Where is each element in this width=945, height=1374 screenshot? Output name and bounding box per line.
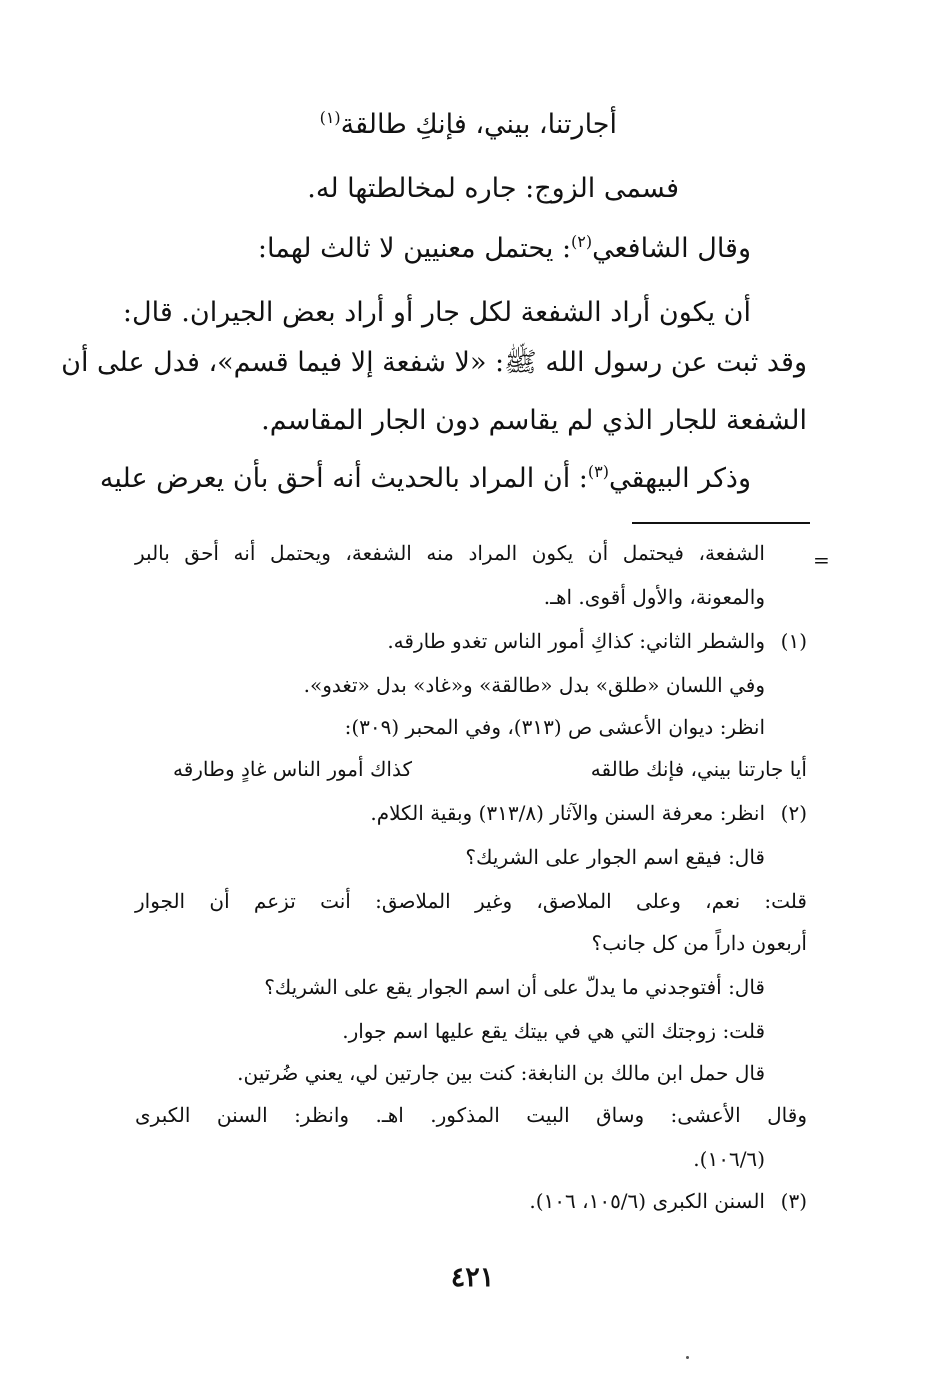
footnote-1-line-3: انظر: ديوان الأعشى ص (٣١٣)، وفي المحبر (٣٠٩): bbox=[344, 715, 765, 739]
verse-line bbox=[320, 108, 617, 142]
footnote-number-3: (٣) bbox=[780, 1189, 807, 1213]
footnote-2-line-5: قال: أفتوجدني ما يدلّ على أن اسم الجوار يقع على الشريك؟ bbox=[264, 975, 765, 999]
text-line-6: الشفعة للجار الذي لم يقاسم دون الجار المقاسم. bbox=[261, 405, 807, 436]
page-number: ٤٢١ bbox=[450, 1262, 495, 1293]
footnote-1-verse-left: كذاك أمور الناس غادٍ وطارقه bbox=[172, 757, 412, 781]
text-span: : يحتمل معنيين لا ثالث لهما: bbox=[257, 233, 572, 264]
text-line-2: فسمى الزوج: جاره لمخالطتها له. bbox=[307, 173, 679, 204]
text-line-5: وقد ثبت عن رسول الله ﷺ: «لا شفعة إلا فيما قسم»، فدل على أن bbox=[61, 347, 807, 378]
footnote-number-2: (٢) bbox=[780, 801, 807, 825]
text-line-7 bbox=[100, 462, 751, 496]
footnote-cont-line-1: الشفعة، فيحتمل أن يكون المراد منه الشفعة، ويحتمل أنه أحق بالبر bbox=[135, 541, 765, 565]
verse-text: أجارتنا، بيني، فإنكِ طالقة bbox=[340, 109, 617, 140]
footnote-2-line-2: قال: فيقع اسم الجوار على الشريك؟ bbox=[465, 845, 765, 869]
footnote-2-line-8: وقال الأعشى: وساق البيت المذكور. اهـ. وانظر: السنن الكبرى bbox=[135, 1103, 807, 1127]
footnote-2-line-9: (١٠٦/٦). bbox=[693, 1147, 765, 1171]
continuation-mark: = bbox=[813, 548, 830, 572]
text-span: وقال الشافعي bbox=[592, 233, 751, 264]
footnote-2-line-6: قلت: زوجتك التي هي في بيتك يقع عليها اسم جوار. bbox=[342, 1019, 765, 1043]
footnote-ref-1: (١) bbox=[319, 108, 341, 127]
footnote-ref-2: (٢) bbox=[571, 232, 593, 251]
footnote-2-line-7: قال حمل ابن مالك بن النابغة: كنت بين جارتين لي، يعني ضُرتين. bbox=[237, 1061, 765, 1085]
footnote-2-line-1: انظر: معرفة السنن والآثار (٣١٣/٨) وبقية الكلام. bbox=[370, 801, 765, 825]
text-span: وذكر البيهقي bbox=[608, 463, 751, 494]
footnote-cont-line-2: والمعونة، والأول أقوى. اهـ. bbox=[543, 585, 765, 609]
text-span: : أن المراد بالحديث أنه أحق بأن يعرض عليه bbox=[99, 463, 588, 494]
footnote-1-line-2: وفي اللسان «طلق» بدل «طالقة» و«غاد» بدل «تغدو». bbox=[303, 673, 765, 697]
footnote-ref-3: (٣) bbox=[587, 462, 609, 481]
text-line-3 bbox=[258, 232, 751, 266]
footnote-1-verse-right: أيا جارتنا بيني، فإنك طالقه bbox=[590, 757, 807, 781]
text-line-4: أن يكون أراد الشفعة لكل جار أو أراد بعض الجيران. قال: bbox=[122, 297, 751, 328]
footnote-1-line-1: والشطر الثاني: كذاكِ أمور الناس تغدو طارقه. bbox=[387, 629, 765, 653]
footnote-2-line-4: أربعون داراً من كل جانب؟ bbox=[591, 931, 807, 955]
footnote-separator bbox=[632, 522, 810, 524]
speck bbox=[686, 1356, 689, 1359]
footnote-3-line-1: السنن الكبرى (١٠٥/٦، ١٠٦). bbox=[529, 1189, 765, 1213]
footnote-2-line-3: قلت: نعم، وعلى الملاصق، وغير الملاصق: أنت تزعم أن الجوار bbox=[135, 889, 807, 913]
footnote-number-1: (١) bbox=[780, 629, 807, 653]
